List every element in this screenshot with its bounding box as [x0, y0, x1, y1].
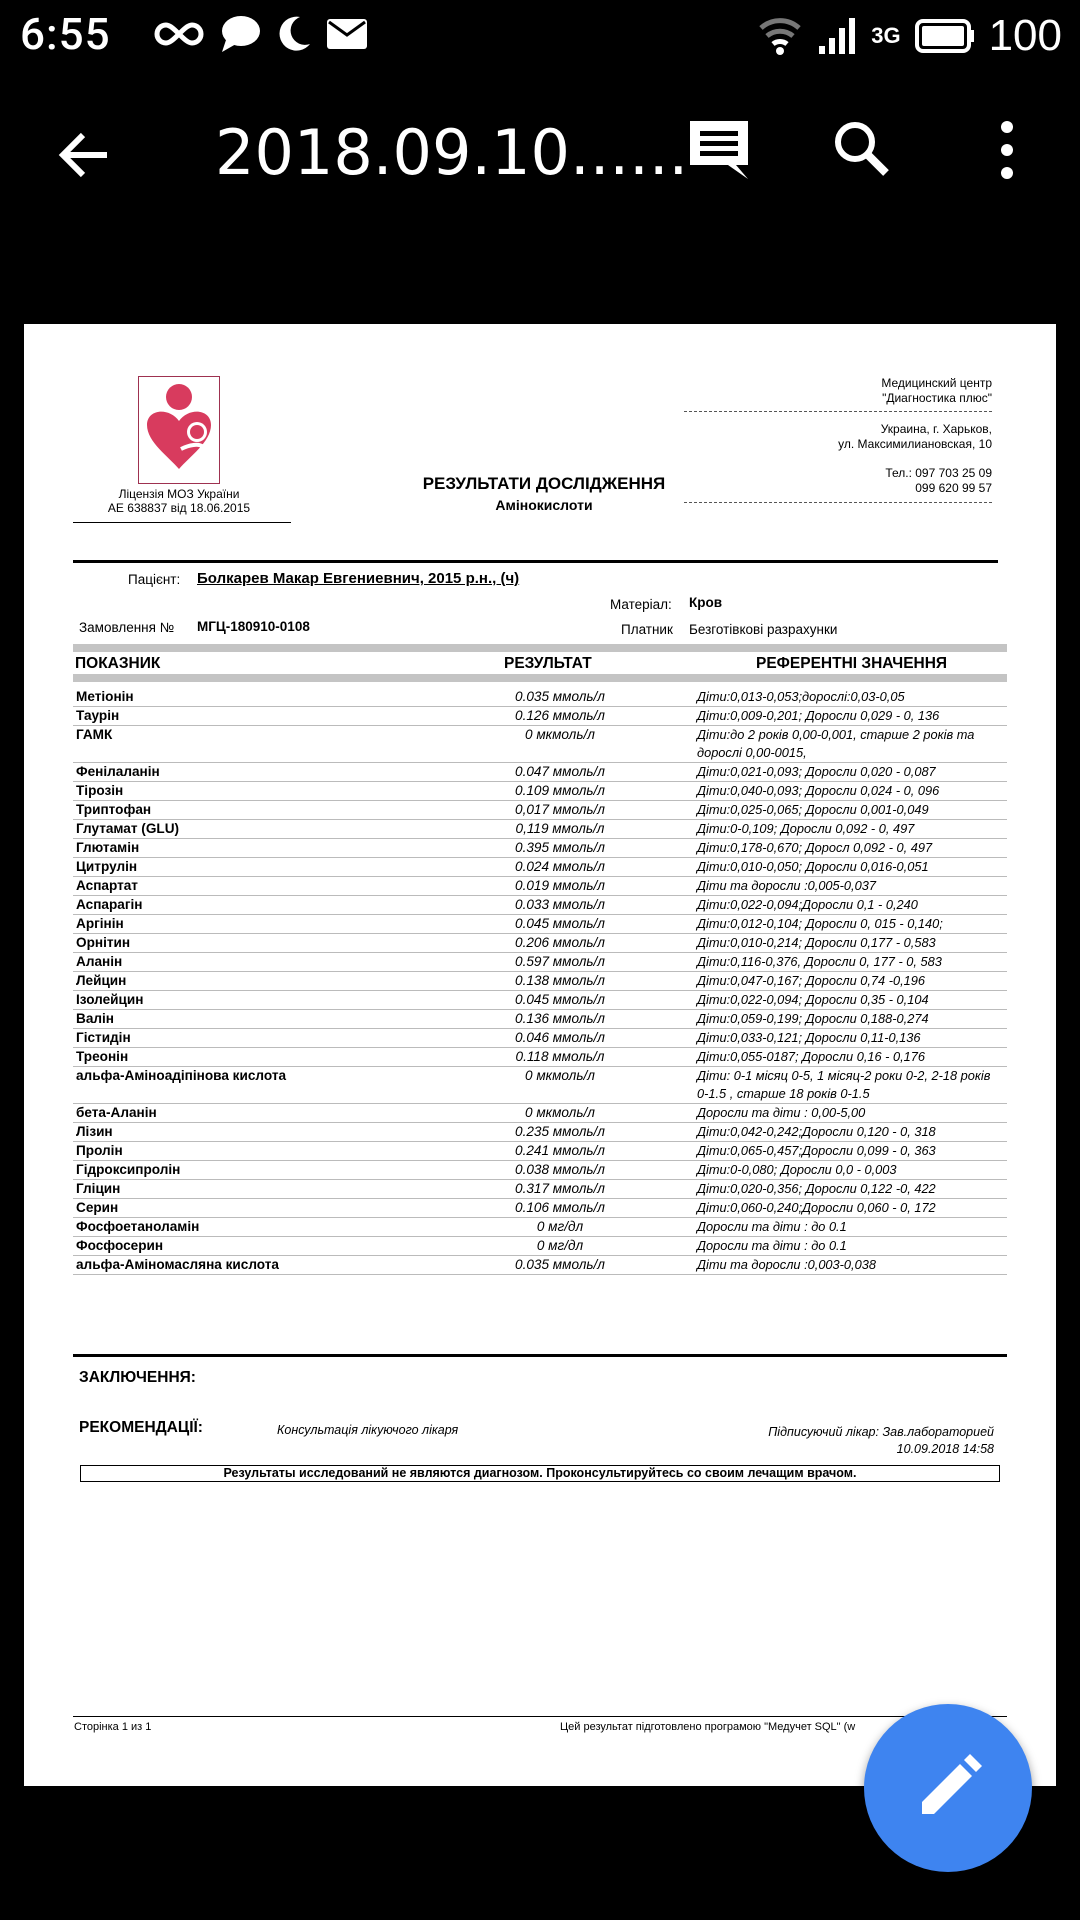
reference-range: Діти:0,055-0187; Доросли 0,16 - 0,176: [692, 1048, 1007, 1067]
disclaimer-text: Результаты исследований не являются диагнозом. Проконсультируйтесь со своим лечащим врачом.: [223, 1466, 857, 1480]
result-value: 0.206 ммоль/л: [428, 934, 692, 953]
comment-button[interactable]: [684, 115, 754, 185]
indicator-name: Таурін: [73, 707, 428, 726]
moon-icon: [276, 14, 312, 54]
network-type: 3G: [871, 23, 901, 48]
table-row: [73, 1199, 1007, 1218]
result-value: 0.126 ммоль/л: [428, 707, 692, 726]
reference-range: Діти:0,040-0,093; Доросли 0,024 - 0, 096: [692, 782, 1007, 801]
table-row: [73, 915, 1007, 934]
indicator-name: Аспартат: [73, 877, 428, 896]
table-row: [73, 707, 1007, 726]
table-row: [73, 763, 1007, 782]
comment-icon: [684, 115, 754, 185]
table-row: [73, 858, 1007, 877]
table-row: [73, 953, 1007, 972]
reference-range: Діти:0,010-0,214; Доросли 0,177 - 0,583: [692, 934, 1007, 953]
report-subtitle: Амінокислоти: [495, 497, 593, 513]
result-value: 0 мг/дл: [428, 1237, 692, 1256]
address-line2: ул. Максимилиановская, 10: [838, 437, 992, 451]
result-value: 0.138 ммоль/л: [428, 972, 692, 991]
result-value: 0.019 ммоль/л: [428, 877, 692, 896]
material-label: Матеріал:: [610, 597, 672, 612]
result-value: 0,119 ммоль/л: [428, 820, 692, 839]
status-time: 6:55: [20, 8, 111, 60]
table-row: [73, 896, 1007, 915]
reference-range: Діти: 0-1 місяц 0-5, 1 місяц-2 роки 0-2, 2-18 років 0-1.5 , старше 18 років 0-1.5: [692, 1067, 1007, 1104]
indicator-name: Глутамат (GLU): [73, 820, 428, 839]
indicator-name: Аргінін: [73, 915, 428, 934]
indicator-name: Аспарагін: [73, 896, 428, 915]
column-header-reference: РЕФЕРЕНТНІ ЗНАЧЕННЯ: [756, 655, 948, 672]
edit-fab-button[interactable]: [864, 1704, 1032, 1872]
table-row: [73, 688, 1007, 707]
payer-label: Платник: [621, 622, 673, 637]
indicator-name: Фосфоетаноламін: [73, 1218, 428, 1237]
reference-range: Діти:0,065-0,457;Доросли 0,099 - 0, 363: [692, 1142, 1007, 1161]
column-header-result: РЕЗУЛЬТАТ: [504, 655, 592, 672]
reference-range: Діти:0,060-0,240;Доросли 0,060 - 0, 172: [692, 1199, 1007, 1218]
result-value: 0.235 ммоль/л: [428, 1123, 692, 1142]
reference-range: Діти:0,116-0,376, Доросли 0, 177 - 0, 583: [692, 953, 1007, 972]
patient-label: Пацієнт:: [128, 572, 181, 587]
chat-bubble-icon: [220, 14, 262, 54]
back-button[interactable]: [55, 125, 115, 185]
indicator-name: бета-Аланін: [73, 1104, 428, 1123]
app-bar: [0, 70, 1080, 230]
reference-range: Діти:0,178-0,670; Доросл 0,092 - 0, 497: [692, 839, 1007, 858]
patient-name: Болкарев Макар Евгениевнич, 2015 р.н., (ч): [197, 570, 520, 587]
indicator-name: Метіонін: [73, 688, 428, 707]
phone-line2: 099 620 99 57: [915, 481, 992, 495]
result-value: 0 мкмоль/л: [428, 726, 692, 763]
reference-range: Діти та доросли :0,003-0,038: [692, 1256, 1007, 1275]
result-value: 0.045 ммоль/л: [428, 991, 692, 1010]
order-label: Замовлення №: [79, 620, 175, 635]
result-value: 0.106 ммоль/л: [428, 1199, 692, 1218]
reference-range: Діти:0,020-0,356; Доросли 0,122 -0, 422: [692, 1180, 1007, 1199]
table-row: [73, 782, 1007, 801]
reference-range: Діти:0,042-0,242;Доросли 0,120 - 0, 318: [692, 1123, 1007, 1142]
signal-icon: [817, 16, 857, 56]
indicator-name: Лейцин: [73, 972, 428, 991]
reference-range: Діти:0,010-0,050; Доросли 0,016-0,051: [692, 858, 1007, 877]
result-value: 0.597 ммоль/л: [428, 953, 692, 972]
disclaimer-box: [80, 1465, 1000, 1482]
table-row: [73, 1067, 1007, 1104]
result-value: 0 мкмоль/л: [428, 1067, 692, 1104]
table-row: [73, 1029, 1007, 1048]
indicator-name: Аланін: [73, 953, 428, 972]
more-options-button[interactable]: [972, 115, 1042, 185]
reference-range: Діти:0,022-0,094;Доросли 0,1 - 0,240: [692, 896, 1007, 915]
indicator-name: Фосфосерин: [73, 1237, 428, 1256]
reference-range: Діти:0,047-0,167; Доросли 0,74 -0,196: [692, 972, 1007, 991]
recommendations-value: Консультація лікуючого лікаря: [277, 1423, 459, 1437]
reference-range: Діти:0,022-0,094; Доросли 0,35 - 0,104: [692, 991, 1007, 1010]
arrow-back-icon: [55, 125, 115, 185]
table-row: [73, 801, 1007, 820]
reference-range: Діти:0,059-0,199; Доросли 0,188-0,274: [692, 1010, 1007, 1029]
result-value: 0.109 ммоль/л: [428, 782, 692, 801]
order-number: МГЦ-180910-0108: [197, 619, 310, 634]
indicator-name: Цитрулін: [73, 858, 428, 877]
conclusions-label: ЗАКЛЮЧЕННЯ:: [79, 1369, 196, 1386]
table-row: [73, 1180, 1007, 1199]
result-value: 0.317 ммоль/л: [428, 1180, 692, 1199]
infinity-icon: [152, 19, 206, 49]
result-value: 0.035 ммоль/л: [428, 1256, 692, 1275]
indicator-name: альфа-Аміномасляна кислота: [73, 1256, 428, 1275]
table-row: [73, 839, 1007, 858]
reference-range: Діти:0,009-0,201; Доросли 0,029 - 0, 136: [692, 707, 1007, 726]
indicator-name: Пролін: [73, 1142, 428, 1161]
result-value: 0.045 ммоль/л: [428, 915, 692, 934]
mail-icon: [326, 18, 368, 50]
indicator-name: альфа-Аміноадіпінова кислота: [73, 1067, 428, 1104]
indicator-name: Гідроксипролін: [73, 1161, 428, 1180]
notification-icons: [152, 12, 368, 56]
indicator-name: Треонін: [73, 1048, 428, 1067]
result-value: 0.136 ммоль/л: [428, 1010, 692, 1029]
result-value: 0.118 ммоль/л: [428, 1048, 692, 1067]
table-row: [73, 1161, 1007, 1180]
center-name-line1: Медицинский центр: [881, 376, 992, 390]
indicator-name: Фенілаланін: [73, 763, 428, 782]
result-value: 0.024 ммоль/л: [428, 858, 692, 877]
reference-range: Діти:0,025-0,065; Доросли 0,001-0,049: [692, 801, 1007, 820]
column-header-indicator: ПОКАЗНИК: [75, 655, 161, 672]
status-bar: [0, 0, 1080, 70]
edit-pencil-icon: [864, 1704, 1032, 1872]
reference-range: Діти:до 2 років 0,00-0,001, старше 2 років та дорослі 0,00-0015,: [692, 726, 1007, 763]
phone-line1: Тел.: 097 703 25 09: [885, 466, 992, 480]
footer-page-number: Сторінка 1 из 1: [74, 1721, 152, 1733]
result-value: 0.047 ммоль/л: [428, 763, 692, 782]
more-vert-icon: [972, 115, 1042, 185]
table-row: [73, 726, 1007, 763]
wifi-icon: [757, 16, 803, 56]
result-value: 0.395 ммоль/л: [428, 839, 692, 858]
address-line1: Украина, г. Харьков,: [880, 422, 992, 436]
indicator-name: Лізин: [73, 1123, 428, 1142]
table-row: [73, 1256, 1007, 1275]
signing-doctor: Підписуючий лікар: Зав.лабораторией: [768, 1425, 994, 1439]
table-row: [73, 1048, 1007, 1067]
reference-range: Доросли та діти : до 0.1: [692, 1218, 1007, 1237]
indicator-name: Валін: [73, 1010, 428, 1029]
table-row: [73, 972, 1007, 991]
license-line2: АЕ 638837 від 18.06.2015: [107, 501, 251, 515]
document-title: 2018.09.10......: [215, 116, 689, 189]
reference-range: Доросли та діти : 0,00-5,00: [692, 1104, 1007, 1123]
result-value: 0.033 ммоль/л: [428, 896, 692, 915]
table-row: [73, 877, 1007, 896]
reference-range: Діти:0,012-0,104; Доросли 0, 015 - 0,140;: [692, 915, 1007, 934]
indicator-name: Серин: [73, 1199, 428, 1218]
result-value: 0 мкмоль/л: [428, 1104, 692, 1123]
table-row: [73, 934, 1007, 953]
center-name-line2: "Диагностика плюс": [882, 391, 992, 405]
results-table-container: [24, 324, 1056, 1364]
indicator-name: Тірозін: [73, 782, 428, 801]
result-value: 0.038 ммоль/л: [428, 1161, 692, 1180]
result-value: 0.035 ммоль/л: [428, 688, 692, 707]
recommendations-label: РЕКОМЕНДАЦІЇ:: [79, 1419, 203, 1436]
table-row: [73, 1218, 1007, 1237]
reference-range: Діти:0-0,109; Доросли 0,092 - 0, 497: [692, 820, 1007, 839]
system-status-icons: [757, 8, 1062, 64]
table-row: [73, 820, 1007, 839]
indicator-name: Орнітин: [73, 934, 428, 953]
sign-datetime: 10.09.2018 14:58: [896, 1442, 994, 1456]
reference-range: Діти:0-0,080; Доросли 0,0 - 0,003: [692, 1161, 1007, 1180]
result-value: 0.241 ммоль/л: [428, 1142, 692, 1161]
footer-program: Цей результат підготовлено програмою "Медучет SQL" (w: [560, 1721, 856, 1733]
reference-range: Діти:0,013-0,053;дорослі:0,03-0,05: [692, 688, 1007, 707]
reference-range: Доросли та діти : до 0.1: [692, 1237, 1007, 1256]
reference-range: Діти та доросли :0,005-0,037: [692, 877, 1007, 896]
table-row: [73, 1142, 1007, 1161]
result-value: 0,017 ммоль/л: [428, 801, 692, 820]
results-table: [73, 688, 1007, 1275]
reference-range: Діти:0,021-0,093; Доросли 0,020 - 0,087: [692, 763, 1007, 782]
table-row: [73, 1123, 1007, 1142]
search-button[interactable]: [828, 115, 898, 185]
search-icon: [828, 115, 898, 185]
payer-value: Безготівкові разрахунки: [689, 622, 838, 637]
table-row: [73, 1010, 1007, 1029]
material-value: Кров: [689, 595, 723, 610]
table-row: [73, 1237, 1007, 1256]
result-value: 0.046 ммоль/л: [428, 1029, 692, 1048]
indicator-name: Триптофан: [73, 801, 428, 820]
indicator-name: Гістидін: [73, 1029, 428, 1048]
indicator-name: Гліцин: [73, 1180, 428, 1199]
indicator-name: Ізолейцин: [73, 991, 428, 1010]
table-row: [73, 991, 1007, 1010]
reference-range: Діти:0,033-0,121; Доросли 0,11-0,136: [692, 1029, 1007, 1048]
battery-icon: [915, 18, 975, 54]
result-value: 0 мг/дл: [428, 1218, 692, 1237]
indicator-name: Глютамін: [73, 839, 428, 858]
report-title: РЕЗУЛЬТАТИ ДОСЛІДЖЕННЯ: [422, 474, 666, 493]
license-line1: Ліцензія МОЗ України: [118, 487, 240, 501]
table-row: [73, 1104, 1007, 1123]
battery-percent: 100: [988, 11, 1062, 60]
indicator-name: ГАМК: [73, 726, 428, 763]
